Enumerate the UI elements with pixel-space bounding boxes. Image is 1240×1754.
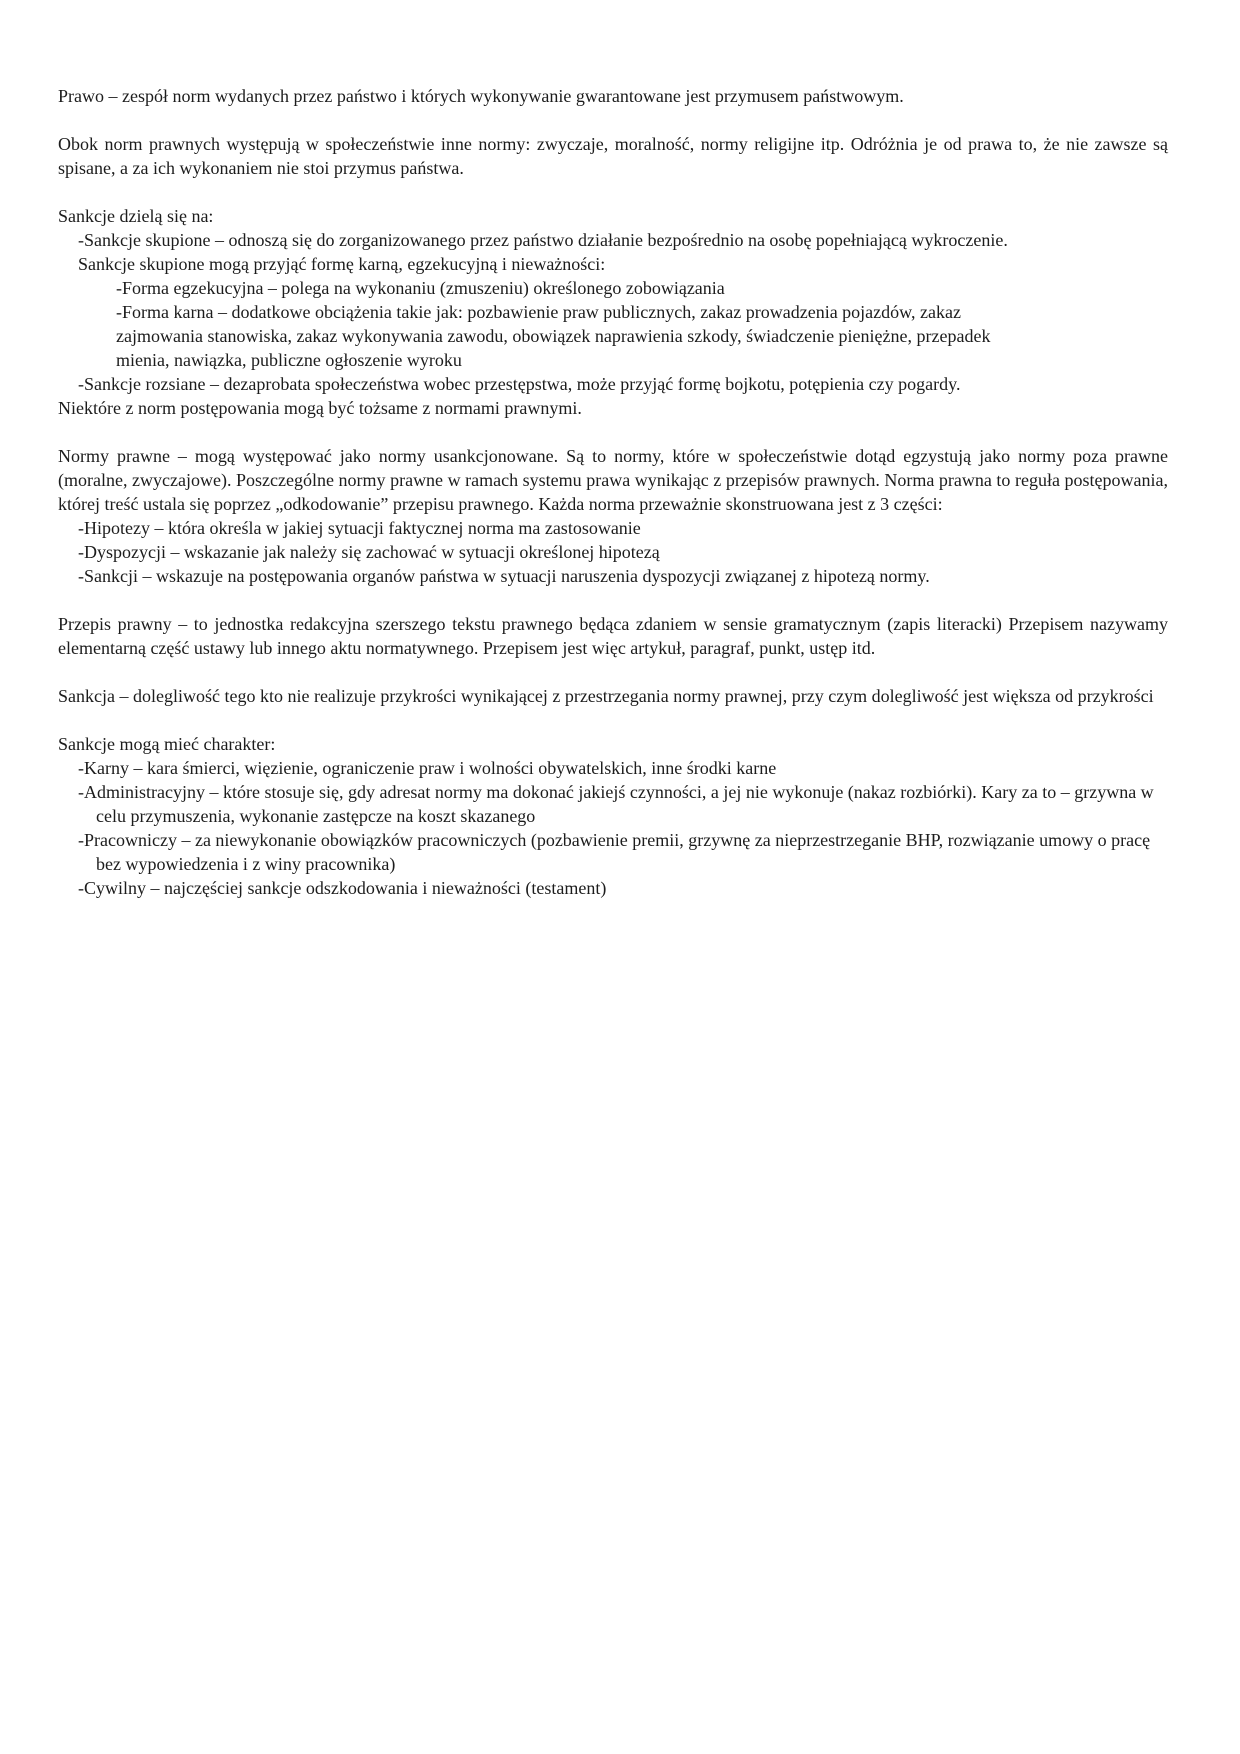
- spacer: [58, 660, 1168, 684]
- document-body: [58, 84, 1168, 900]
- list-item-hipotezy: -Hipotezy – która określa w jakiej sytuacji faktycznej norma ma zastosowanie: [78, 518, 641, 538]
- list-item-pracowniczy: -Pracowniczy – za niewykonanie obowiązków pracowniczych (pozbawienie premii, grzywnę za nieprzestrzeganie BHP, rozwiązanie umowy o pracę bez wypowiedzenia i z winy pracownika): [78, 830, 1151, 874]
- list-item-sankcje-skupione: -Sankcje skupione – odnoszą się do zorganizowanego przez państwo działanie bezpośrednio na osobę popełniającą wykroczenie.: [78, 230, 1008, 250]
- spacer: [58, 588, 1168, 612]
- przepis-prawny-paragraph: Przepis prawny – to jednostka redakcyjna szerszego tekstu prawnego będąca zdaniem w sensie gramatycznym (zapis literacki) Przepisem nazywamy elementarną część ustawy lub innego aktu normatywnego. Przepisem jest więc artykuł, paragraf, punkt, ustęp itd.: [58, 614, 1168, 658]
- list-item-sankcji: -Sankcji – wskazuje na postępowania organów państwa w sytuacji naruszenia dyspozycji związanej z hipotezą normy.: [78, 566, 930, 586]
- definition-prawo: Prawo – zespół norm wydanych przez państwo i których wykonywanie gwarantowane jest przymusem państwowym.: [58, 86, 904, 106]
- sanctions-intro: Sankcje dzielą się na:: [58, 206, 214, 226]
- spacer: [58, 108, 1168, 132]
- list-item-karny: -Karny – kara śmierci, więzienie, ograniczenie praw i wolności obywatelskich, inne środki karne: [78, 758, 777, 778]
- list-item-forma-karna: -Forma karna – dodatkowe obciążenia takie jak: pozbawienie praw publicznych, zakaz prowadzenia pojazdów, zakaz: [116, 302, 961, 322]
- sankcja-paragraph: Sankcja – dolegliwość tego kto nie realizuje przykrości wynikającej z przestrzegania normy prawnej, przy czym dolegliwość jest większa od przykrości: [58, 686, 1154, 706]
- skupione-forms-text: Sankcje skupione mogą przyjąć formę karną, egzekucyjną i nieważności:: [78, 254, 606, 274]
- charakter-intro: Sankcje mogą mieć charakter:: [58, 734, 276, 754]
- niektore-normy-text: Niektóre z norm postępowania mogą być tożsame z normami prawnymi.: [58, 398, 582, 418]
- normy-prawne-paragraph: Normy prawne – mogą występować jako normy usankcjonowane. Są to normy, które w społeczeństwie dotąd egzystują jako normy poza prawne (moralne, zwyczajowe). Poszczególne normy prawne w ramach systemu prawa wynikając z przepisów prawnych. Norma prawna to reguła postępowania, której treść ustala się poprzez „odkodowanie” przepisu prawnego. Każda norma przeważnie skonstruowana jest z 3 części:: [58, 446, 1168, 514]
- spacer: [58, 180, 1168, 204]
- list-item-dyspozycji: -Dyspozycji – wskazanie jak należy się zachować w sytuacji określonej hipotezą: [78, 542, 660, 562]
- list-item-sankcje-rozsiane: -Sankcje rozsiane – dezaprobata społeczeństwa wobec przestępstwa, może przyjąć formę bojkotu, potępienia czy pogardy.: [78, 374, 961, 394]
- list-item-cywilny: -Cywilny – najczęściej sankcje odszkodowania i nieważności (testament): [78, 878, 607, 898]
- spacer: [58, 420, 1168, 444]
- list-item-administracyjny: -Administracyjny – które stosuje się, gdy adresat normy ma dokonać jakiejś czynności, a jej nie wykonuje (nakaz rozbiórki). Kary za to – grzywna w celu przymuszenia, wykonanie zastępcze na koszt skazanego: [78, 782, 1154, 826]
- other-norms-paragraph: Obok norm prawnych występują w społeczeństwie inne normy: zwyczaje, moralność, normy religijne itp. Odróżnia je od prawa to, że nie zawsze są spisane, a za ich wykonaniem nie stoi przymus państwa.: [58, 134, 1168, 178]
- spacer: [58, 708, 1168, 732]
- list-item-forma-egzekucyjna: -Forma egzekucyjna – polega na wykonaniu (zmuszeniu) określonego zobowiązania: [116, 278, 725, 298]
- forma-karna-continued: mienia, nawiązka, publiczne ogłoszenie wyroku: [116, 350, 462, 370]
- forma-karna-continued: zajmowania stanowiska, zakaz wykonywania zawodu, obowiązek naprawienia szkody, świadczenie pieniężne, przepadek: [116, 326, 991, 346]
